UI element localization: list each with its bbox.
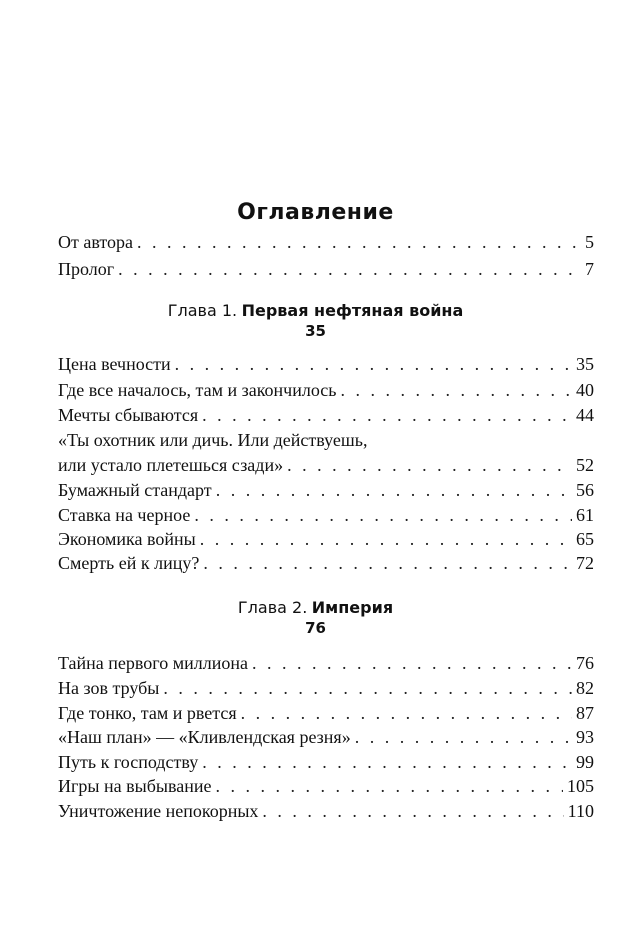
dot-leader xyxy=(118,257,581,281)
toc-entry-page: 99 xyxy=(576,752,594,772)
toc-entry-page: 7 xyxy=(585,259,594,279)
toc-entry xyxy=(58,750,594,774)
toc-entry-label: «Наш план» — «Кливлендская резня» xyxy=(58,727,351,747)
toc-entry-label: Игры на выбывание xyxy=(58,776,212,796)
toc-entry xyxy=(58,352,594,376)
toc-entry-label: Путь к господству xyxy=(58,752,199,772)
toc-entry-page: 82 xyxy=(576,678,594,698)
toc-entry xyxy=(58,428,594,452)
dot-leader xyxy=(216,478,572,502)
toc-entry-page: 5 xyxy=(585,232,594,252)
dot-leader xyxy=(202,750,572,774)
chapter-name: Первая нефтяная война xyxy=(241,301,464,320)
toc-entry-label: На зов трубы xyxy=(58,678,160,698)
toc-entry-page: 52 xyxy=(576,455,594,475)
dot-leader xyxy=(137,230,581,254)
toc-entry-page: 40 xyxy=(576,380,594,400)
toc-entry-label: Экономика войны xyxy=(58,529,196,549)
toc-entry-label: От автора xyxy=(58,232,134,252)
dot-leader xyxy=(252,651,572,675)
chapter-heading xyxy=(0,298,631,323)
toc-entry-label: Мечты сбываются xyxy=(58,405,199,425)
toc-entry xyxy=(58,725,594,749)
toc-entry xyxy=(58,453,594,477)
dot-leader xyxy=(175,352,572,376)
toc-entry-page: 61 xyxy=(576,505,594,525)
chapter-heading xyxy=(0,595,631,620)
toc-entry-label: или устало плетешься сзади» xyxy=(58,455,284,475)
toc-entry-page: 35 xyxy=(576,354,594,374)
toc-entry xyxy=(58,676,594,700)
dot-leader xyxy=(194,503,572,527)
toc-entry-label: Бумажный стандарт xyxy=(58,480,212,500)
toc-entry-label: Где тонко, там и рвется xyxy=(58,703,237,723)
dot-leader xyxy=(200,527,572,551)
toc-entry xyxy=(58,230,594,254)
dot-leader xyxy=(202,403,572,427)
chapter-page-number: 76 xyxy=(305,619,326,637)
toc-entry-page: 105 xyxy=(567,776,594,796)
dot-leader xyxy=(341,378,573,402)
toc-entry-page: 93 xyxy=(576,727,594,747)
chapter-prefix: Глава 2. xyxy=(237,598,308,617)
dot-leader xyxy=(262,799,563,823)
toc-entry xyxy=(58,701,594,725)
toc-entry xyxy=(58,478,594,502)
chapter-prefix: Глава 1. xyxy=(167,301,238,320)
toc-entry xyxy=(58,403,594,427)
dot-leader xyxy=(241,701,572,725)
chapter-page-number: 35 xyxy=(305,322,326,340)
toc-entry-label: Уничтожение непокорных xyxy=(58,801,259,821)
toc-entry xyxy=(58,503,594,527)
toc-entry-label: Тайна первого миллиона xyxy=(58,653,248,673)
toc-entry-label: Смерть ей к лицу? xyxy=(58,553,200,573)
chapter-name: Империя xyxy=(311,598,394,617)
toc-entry-page: 72 xyxy=(576,553,594,573)
toc-entry xyxy=(58,527,594,551)
toc-entry-page: 76 xyxy=(576,653,594,673)
toc-entry-page: 87 xyxy=(576,703,594,723)
toc-entry xyxy=(58,551,594,575)
dot-leader xyxy=(355,725,572,749)
toc-entry-page: 44 xyxy=(576,405,594,425)
toc-entry-label: Ставка на черное xyxy=(58,505,191,525)
toc-title: Оглавление xyxy=(237,200,394,225)
toc-entry-page: 65 xyxy=(576,529,594,549)
toc-entry xyxy=(58,651,594,675)
toc-entry xyxy=(58,774,594,798)
dot-leader xyxy=(287,453,572,477)
toc-entry xyxy=(58,799,594,823)
toc-entry-label: Где все началось, там и закончилось xyxy=(58,380,337,400)
toc-entry-label: Цена вечности xyxy=(58,354,171,374)
dot-leader xyxy=(163,676,572,700)
toc-entry-page: 56 xyxy=(576,480,594,500)
toc-entry-label: Пролог xyxy=(58,259,115,279)
toc-entry xyxy=(58,378,594,402)
toc-entry-label: «Ты охотник или дичь. Или действуешь, xyxy=(58,430,368,450)
dot-leader xyxy=(203,551,572,575)
toc-entry-page: 110 xyxy=(567,801,594,821)
dot-leader xyxy=(215,774,563,798)
toc-entry xyxy=(58,257,594,281)
